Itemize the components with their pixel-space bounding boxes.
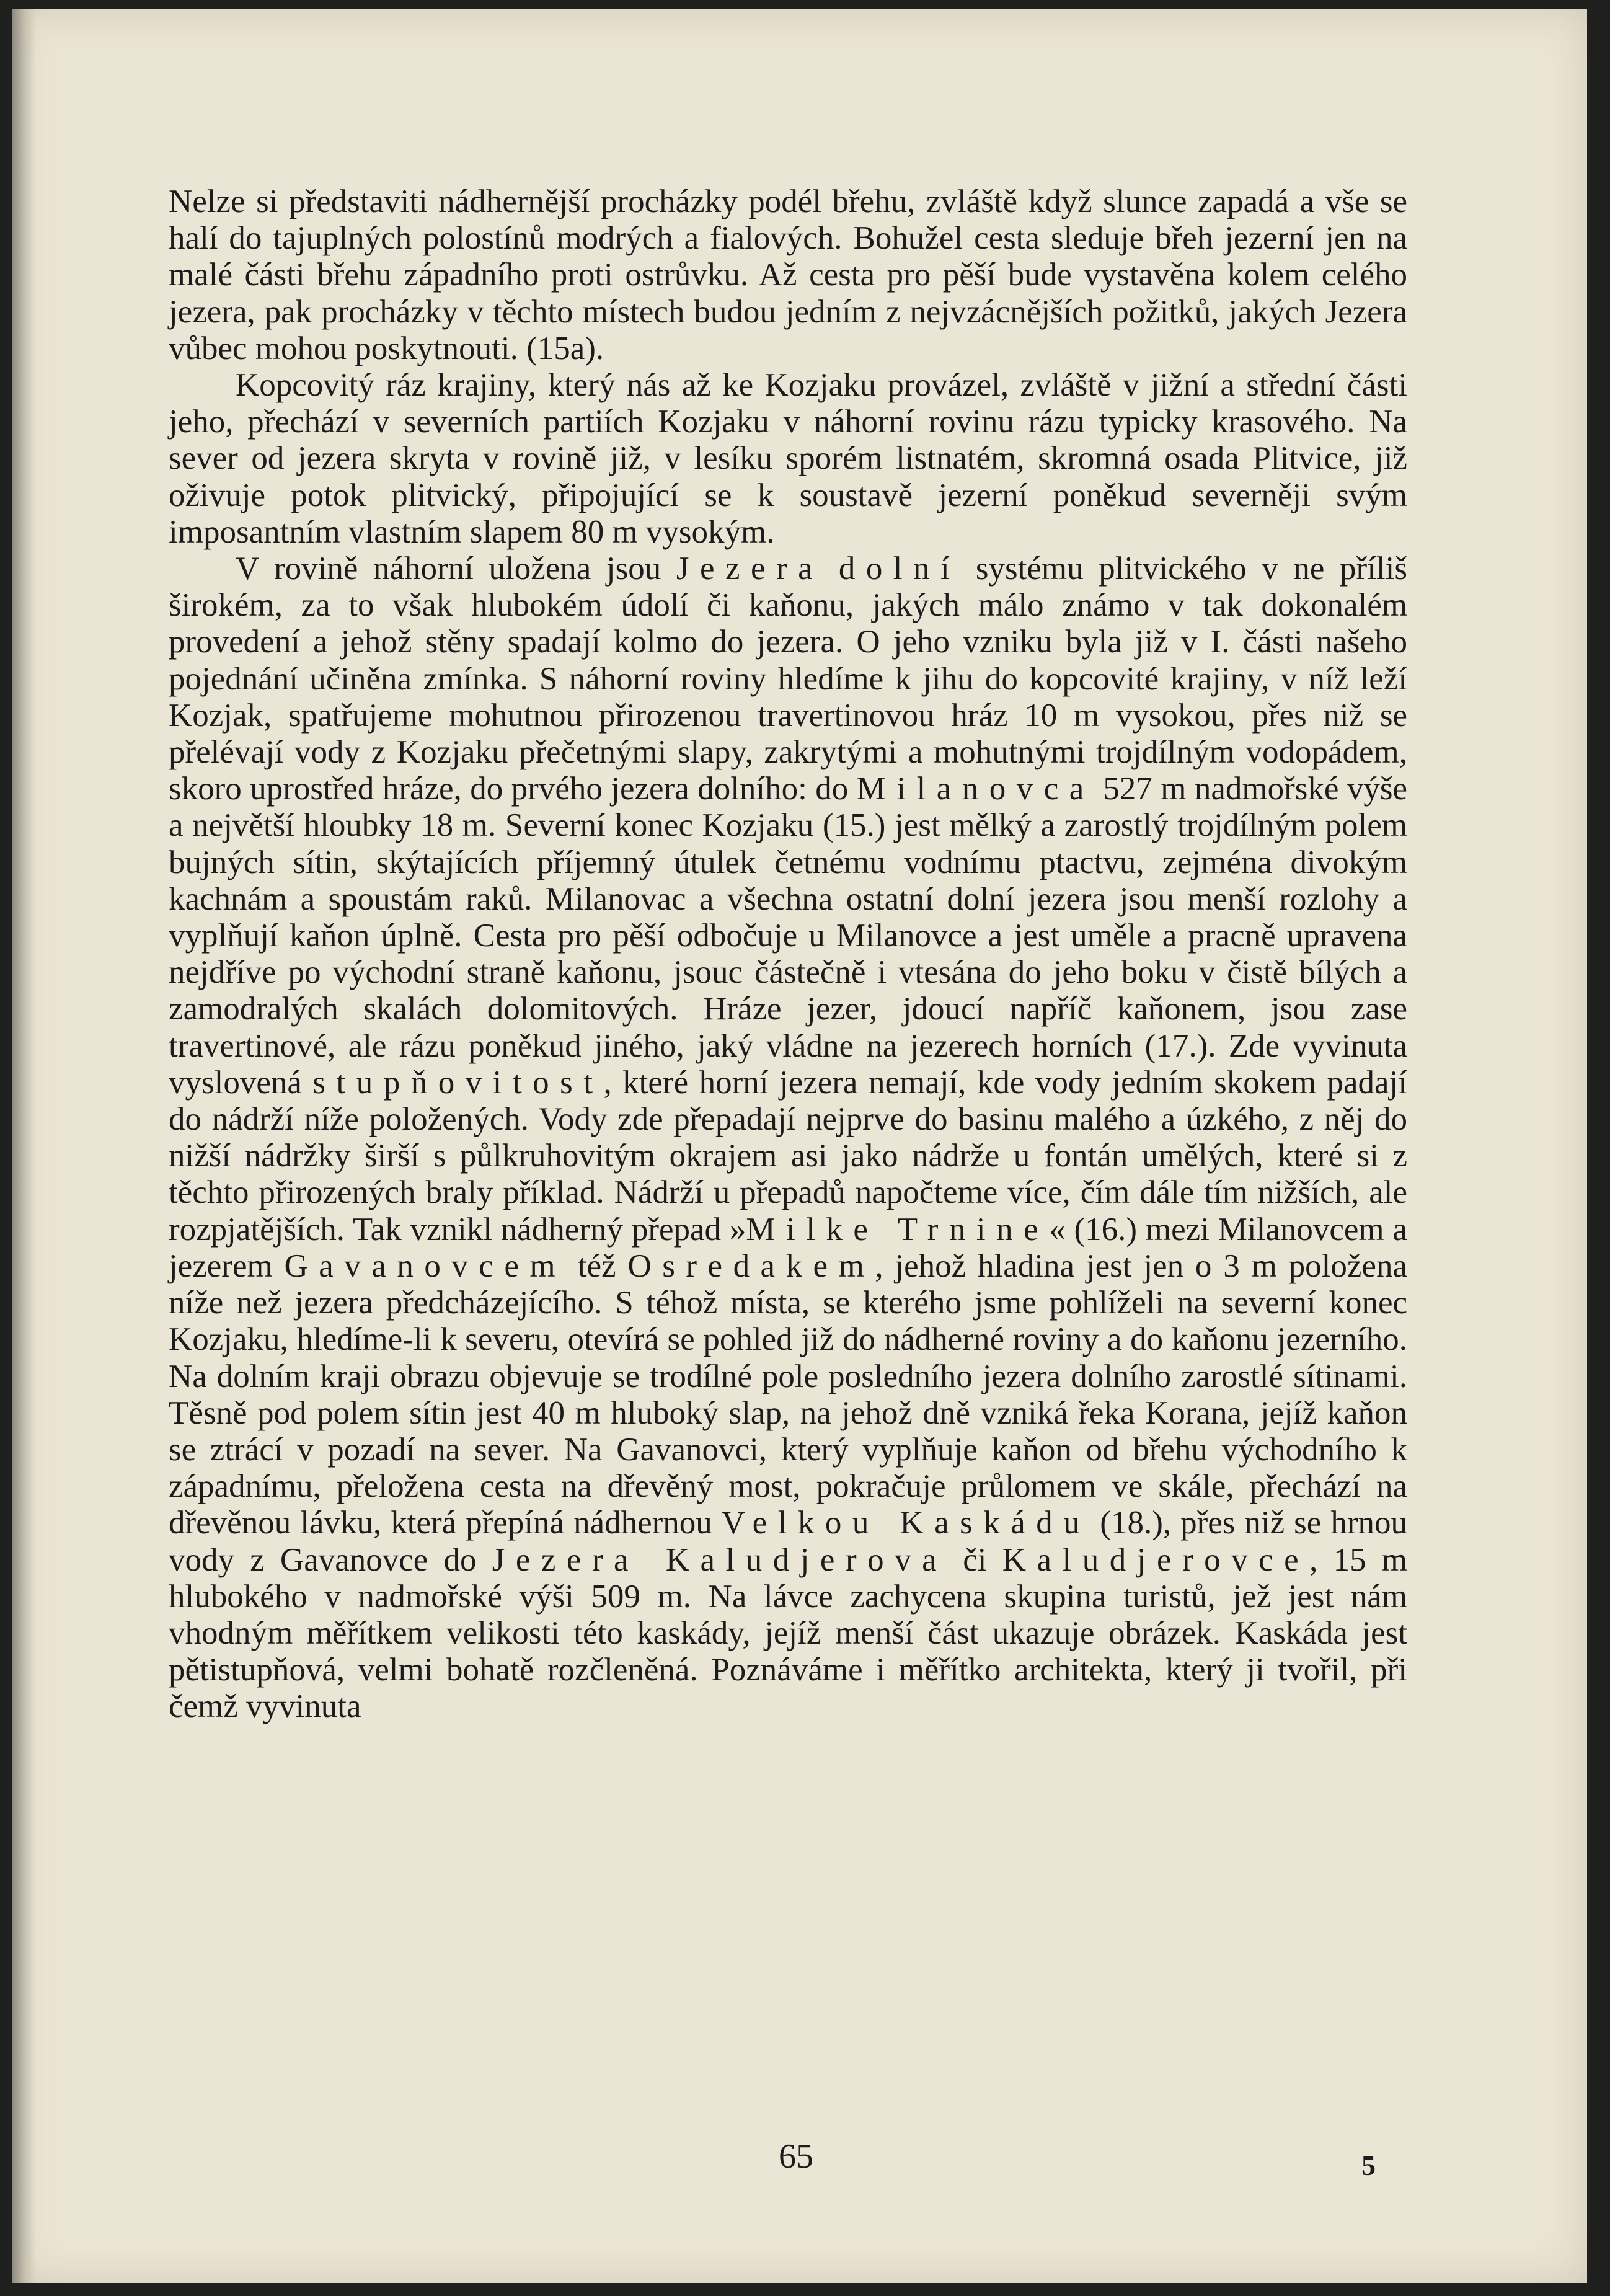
spaced-emphasis: Kaludjerovce [1002,1541,1310,1578]
spaced-emphasis: Milanovca [856,771,1095,807]
text-run: či [947,1541,1002,1578]
paragraph-1 [169,184,1407,367]
text-run: 527 m nadmořské výše a největší hloubky 18 m. Severní konec Kozjaku (15.) jest mělký a zarostlý trojdílným polem bujných sítin, skýtajících příjemný útulek četnému vodnímu ptactvu, zejména divokým kachnám a spoustám raků. Milanovac a všechna ostatní dolní jezera jsou menší rozlohy a vyplňují kaňon úplně. Cesta pro pěší odbočuje u Milanovce a jest uměle a pracně upravena nejdříve po východní straně kaňonu, jsouc částečně i vtesána do jeho boku v čistě bílých a zamodralých skalách dolomitových. Hráze jezer, jdoucí napříč kaňonem, jsou zase travertinové, ale rázu poněkud jiného, jaký vládne na jezerech horních (17.). Zde vyvinuta vyslovená [169,771,1407,1101]
text-run: (18.), přes niž se hrnou vody z Gavanovce do [169,1505,1407,1578]
spaced-emphasis: Jezera Kaludjerova [492,1541,948,1578]
spaced-emphasis: Osredakem [627,1248,875,1284]
text-run: « (16.) mezi Milanovcem a jezerem [169,1211,1407,1284]
text-run: též [566,1248,628,1284]
page-number: 65 [779,2137,813,2176]
text-run: Kopcovitý ráz krajiny, který nás až ke Kozjaku provázel, zvláště v jižní a střední části jeho, přechází v severních partiích Kozjaku v náhorní rovinu rázu typicky krasového. Na sever od jezera skryta v rovině již, v lesíku sporém listnatém, skromná osada Plitvice, již oživuje potok plitvický, připojující se k soustavě jezerní poněkud severněji svým imposantním vlastním slapem 80 m vysokým. [169,367,1407,550]
text-run: , které horní jezera nemají, kde vody jedním skokem padají do nádrží níže položených. Vody zde přepadají nejprve do basinu malého a úzkého, z něj do nižší nádržky širší s půlkruhovitým okrajem asi jako nádrže u fontán umělých, které si z těchto přirozených braly příklad. Nádrží u přepadů napočteme více, čím dále tím nižších, ale rozpjatějších. Tak vznikl nádherný přepad » [169,1064,1407,1248]
binding-edge [12,9,36,2283]
text-run: V rovině náhorní uložena jsou [236,551,676,587]
body-text [169,184,1407,1726]
text-run: Nelze si představiti nádhernější procházky podél břehu, zvláště když slunce zapadá a vše se halí do tajuplných polostínů modrých a fialových. Bohužel cesta sleduje břeh jezerní jen na malé části břehu západního proti ostrůvku. Až cesta pro pěší bude vystavěna kolem celého jezera, pak procházky v těchto místech budou jedním z nejvzácnějších požitků, jakých Jezera vůbec mohou poskytnouti. (15a). [169,184,1407,366]
text-run: , 15 m hlubokého v nadmořské výši 509 m. Na lávce zachycena skupina turistů, jež jest nám vhodným měřítkem velikosti této kaskády, jejíž menší část ukazuje obrázek. Kaskáda jest pětistupňová, velmi bohatě rozčleněná. Poznáváme i měřítko architekta, který ji tvořil, při čemž vyvinuta [169,1541,1407,1725]
printer-signature-mark: 5 [1361,2150,1376,2181]
text-run: systému plitvického v ne příliš širokém, za to však hlubokém údolí či kaňonu, jakých málo známo v tak dokonalém provedení a jehož stěny spadají kolmo do jezera. O jeho vzniku byla již v I. části našeho pojednání učiněna zmínka. S náhorní roviny hledíme k jihu do kopcovité krajiny, v níž leží Kozjak, spatřujeme mohutnou přirozenou travertinovou hráz 10 m vysokou, přes niž se přelévají vody z Kozjaku přečetnými slapy, zakrytými a mohutnými trojdílným vodopádem, skoro uprostřed hráze, do prvého jezera dolního: do [169,551,1407,807]
paragraph-2 [169,367,1407,551]
text-run [823,551,839,587]
spaced-emphasis: Velkou Kaskádu [721,1505,1091,1541]
spaced-emphasis: stupňovitost [312,1064,604,1101]
paragraph-3 [169,551,1407,1726]
text-run: , jehož hladina jest jen o 3 m položena níže než jezera předcházejícího. S téhož místa, se kterého jsme pohlíželi na severní konec Kozjaku, hledíme-li k severu, otevírá se pohled již do nádherné roviny a do kaňonu jezerního. Na dolním kraji obrazu objevuje se trodílné pole posledního jezera dolního zarostlé sítinami. Těsně pod polem sítin jest 40 m hluboký slap, na jehož dně vzniká řeka Korana, jejíž kaňon se ztrácí v pozadí na sever. Na Gavanovci, který vyplňuje kaňon od břehu východního k západnímu, přeložena cesta na dřevěný most, pokračuje průlomem ve skále, přechází na dřevěnou lávku, která přepíná nádhernou [169,1248,1407,1541]
spaced-emphasis: Gavanovcem [284,1248,567,1284]
spaced-emphasis: Milke Trnine [746,1211,1050,1248]
spaced-emphasis: dolní [838,551,961,587]
spaced-emphasis: Jezera [676,551,824,587]
book-page [12,9,1587,2283]
